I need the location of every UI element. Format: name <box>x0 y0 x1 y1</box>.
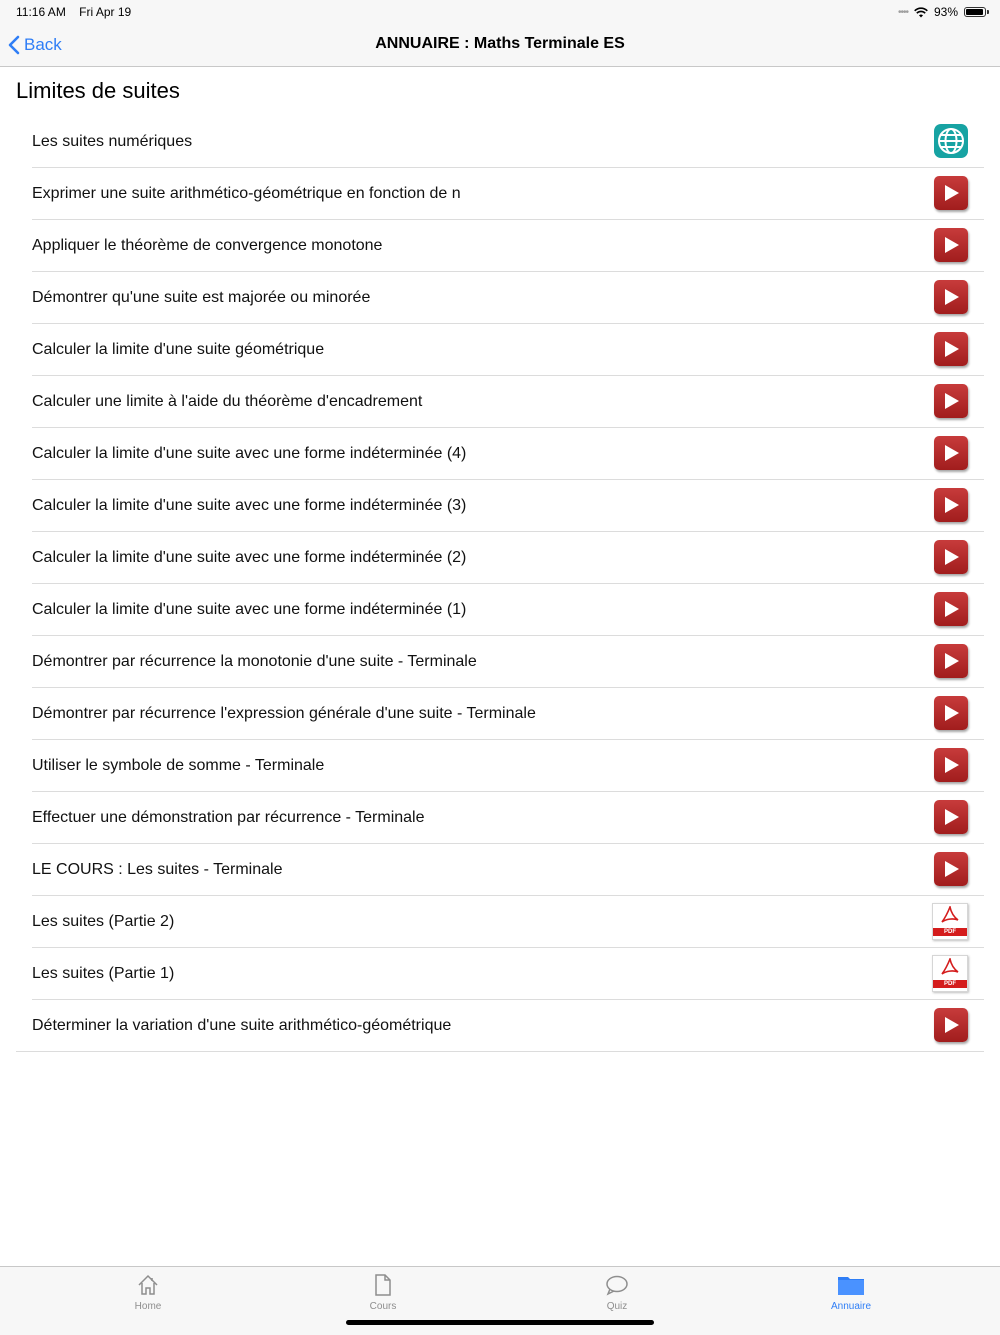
acrobat-swirl <box>940 958 960 978</box>
home-icon <box>136 1273 160 1297</box>
tab-label-quiz: Quiz <box>606 1301 628 1312</box>
video-play-icon[interactable] <box>934 436 968 470</box>
list-item-label: Exprimer une suite arithmético-géométrique en fonction de n <box>32 184 461 202</box>
list-item[interactable] <box>32 896 984 948</box>
list-item-label: Calculer la limite d'une suite avec une forme indéterminée (3) <box>32 496 467 514</box>
tab-label-home: Home <box>134 1301 162 1312</box>
list-item[interactable] <box>32 584 984 636</box>
list-item[interactable] <box>32 116 984 168</box>
list-item-label: Utiliser le symbole de somme - Terminale <box>32 756 325 774</box>
list-item[interactable] <box>32 948 984 1000</box>
battery-icon <box>964 7 986 17</box>
video-play-icon[interactable] <box>934 800 968 834</box>
list-item[interactable] <box>32 324 984 376</box>
video-play-icon[interactable] <box>934 1008 968 1042</box>
play-triangle <box>943 392 961 410</box>
video-play-icon[interactable] <box>934 332 968 366</box>
tab-label-annuaire: Annuaire <box>830 1301 872 1312</box>
acrobat-swirl <box>940 906 960 926</box>
play-triangle <box>943 444 961 462</box>
list-item-label: Les suites (Partie 1) <box>32 964 175 982</box>
list-item-label: Calculer la limite d'une suite avec une forme indéterminée (1) <box>32 600 467 618</box>
list-item[interactable] <box>32 428 984 480</box>
play-triangle <box>943 652 961 670</box>
video-play-icon[interactable] <box>934 748 968 782</box>
navigation-bar <box>0 24 1000 67</box>
pdf-badge: PDF <box>933 928 967 936</box>
back-label: Back <box>24 35 62 54</box>
list-item-label: Calculer une limite à l'aide du théorème d'encadrement <box>32 392 423 410</box>
play-triangle <box>943 288 961 306</box>
globe-lines <box>937 127 965 155</box>
list-item[interactable] <box>32 168 984 220</box>
tab-cours[interactable] <box>323 1273 443 1312</box>
list-item[interactable] <box>32 220 984 272</box>
list-item-label: Démontrer par récurrence la monotonie d'une suite - Terminale <box>32 652 477 670</box>
document-icon <box>371 1273 395 1297</box>
section-title: Limites de suites <box>16 78 180 103</box>
list-item-label: Calculer la limite d'une suite géométrique <box>32 340 325 358</box>
list-item-label: Appliquer le théorème de convergence monotone <box>32 236 383 254</box>
play-triangle <box>943 496 961 514</box>
tab-annuaire[interactable] <box>791 1273 911 1312</box>
pdf-badge: PDF <box>933 980 967 988</box>
list-item[interactable] <box>16 1000 984 1052</box>
folder-icon <box>837 1273 865 1297</box>
page-title: ANNUAIRE : Maths Terminale ES <box>375 35 625 52</box>
list-item[interactable] <box>32 480 984 532</box>
list-item-label: Démontrer par récurrence l'expression générale d'une suite - Terminale <box>32 704 536 722</box>
list-item[interactable] <box>32 740 984 792</box>
globe-icon[interactable] <box>934 124 968 158</box>
play-triangle <box>943 340 961 358</box>
tab-label-cours: Cours <box>369 1301 397 1312</box>
tab-quiz[interactable] <box>557 1273 677 1312</box>
speech-bubble-icon <box>605 1273 629 1297</box>
resource-list <box>16 116 984 1052</box>
status-right <box>898 5 986 19</box>
play-triangle <box>943 600 961 618</box>
video-play-icon[interactable] <box>934 540 968 574</box>
list-item[interactable] <box>32 792 984 844</box>
list-item-label: Les suites (Partie 2) <box>32 912 175 930</box>
list-item[interactable] <box>32 272 984 324</box>
list-item-label: LE COURS : Les suites - Terminale <box>32 860 283 878</box>
list-item-label: Calculer la limite d'une suite avec une forme indéterminée (2) <box>32 548 467 566</box>
list-item-label: Déterminer la variation d'une suite arithmético-géométrique <box>32 1016 452 1034</box>
status-left <box>16 5 141 19</box>
list-item-label: Calculer la limite d'une suite avec une forme indéterminée (4) <box>32 444 467 462</box>
list-item-label: Les suites numériques <box>32 132 193 150</box>
status-time: 11:16 AM <box>16 5 66 19</box>
play-triangle <box>943 756 961 774</box>
wifi-icon <box>914 7 928 18</box>
list-item[interactable] <box>32 636 984 688</box>
list-item-label: Effectuer une démonstration par récurrence - Terminale <box>32 808 425 826</box>
video-play-icon[interactable] <box>934 384 968 418</box>
pdf-icon[interactable] <box>932 903 968 940</box>
video-play-icon[interactable] <box>934 592 968 626</box>
list-item[interactable] <box>32 688 984 740</box>
status-date: Fri Apr 19 <box>79 5 132 19</box>
home-indicator <box>346 1320 654 1325</box>
play-triangle <box>943 860 961 878</box>
list-item[interactable] <box>32 532 984 584</box>
play-triangle <box>943 236 961 254</box>
play-triangle <box>943 548 961 566</box>
video-play-icon[interactable] <box>934 280 968 314</box>
play-triangle <box>943 184 961 202</box>
video-play-icon[interactable] <box>934 644 968 678</box>
status-bar <box>0 0 1000 24</box>
pdf-icon[interactable] <box>932 955 968 992</box>
battery-percent: 93% <box>933 5 958 19</box>
video-play-icon[interactable] <box>934 852 968 886</box>
play-triangle <box>943 808 961 826</box>
tab-home[interactable] <box>88 1273 208 1312</box>
video-play-icon[interactable] <box>934 176 968 210</box>
list-item[interactable] <box>32 376 984 428</box>
video-play-icon[interactable] <box>934 696 968 730</box>
video-play-icon[interactable] <box>934 488 968 522</box>
play-triangle <box>943 1016 961 1034</box>
list-item[interactable] <box>32 844 984 896</box>
list-item-label: Démontrer qu'une suite est majorée ou minorée <box>32 288 371 306</box>
video-play-icon[interactable] <box>934 228 968 262</box>
battery-fill <box>966 9 983 15</box>
play-triangle <box>943 704 961 722</box>
signal-icon: •••• <box>897 6 908 18</box>
